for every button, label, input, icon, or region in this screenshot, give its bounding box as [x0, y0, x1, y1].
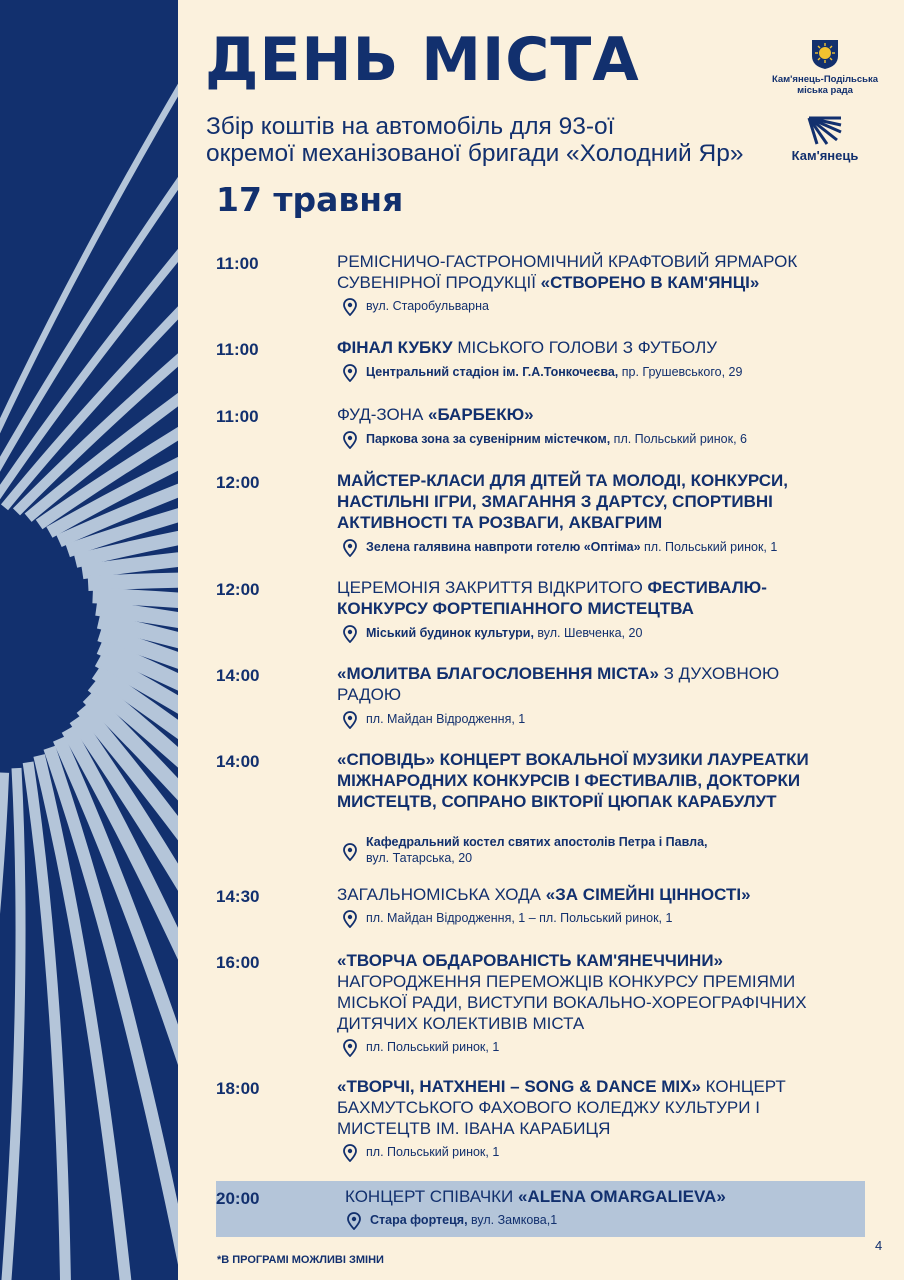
city-brand-logo — [785, 114, 865, 163]
event-title — [337, 251, 837, 293]
event-title — [337, 404, 837, 425]
page-number: 4 — [875, 1238, 883, 1253]
event-title-text: КОНЦЕРТ СПІВАЧКИ — [345, 1187, 518, 1206]
council-name-line-1: Кам'янець-Подільська — [771, 74, 879, 85]
location-address: пл. Польський ринок, 6 — [610, 432, 747, 446]
event-title-text: ФУД-ЗОНА — [337, 405, 429, 424]
location-venue: Стара фортеця, — [370, 1213, 468, 1227]
event-location — [342, 1144, 499, 1160]
event-title-bold: «БАРБЕКЮ» — [428, 405, 534, 424]
event-title-text: РЕМІСНИЧО-ГАСТРОНОМІЧНИЙ КРАФТОВИЙ ЯРМАРОК СУВЕНІРНОЇ ПРОДУКЦІЇ — [337, 252, 798, 292]
event-time: 16:00 — [216, 953, 260, 972]
event-title-text: З ДУХОВНОЮ РАДОЮ — [337, 664, 780, 704]
event-time: 14:00 — [216, 752, 260, 771]
location-address: пл. Майдан Відродження, 1 – пл. Польський ринок, 1 — [366, 911, 673, 925]
event-time: 20:00 — [216, 1189, 260, 1208]
event-title-bold: «ALENA OMARGALIEVA» — [518, 1187, 726, 1206]
location-venue: Паркова зона за сувенірним містечком, — [366, 432, 611, 446]
event-title-bold: «СПОВІДЬ» КОНЦЕРТ ВОКАЛЬНОЇ МУЗИКИ ЛАУРЕАТКИ МІЖНАРОДНИХ КОНКУРСІВ І ФЕСТИВАЛІВ, ДОКТОРКИ МИСТЕЦТВ, СОПРАНО ВІКТОРІЇ ЦЮПАК КАРАБУЛУТ — [337, 750, 809, 811]
location-pin-icon — [342, 431, 358, 449]
event-title-bold: ФЕСТИВАЛЮ-КОНКУРСУ ФОРТЕПІАННОГО МИСТЕЦТВА — [337, 578, 767, 618]
location-address: вул. Шевченка, 20 — [533, 626, 643, 640]
city-name: Кам'янець — [791, 148, 859, 163]
location-pin-icon — [342, 1144, 358, 1162]
location-pin-icon — [342, 843, 358, 861]
location-pin-icon — [346, 1212, 362, 1230]
event-title-bold: «ТВОРЧА ОБДАРОВАНІСТЬ КАМ'ЯНЕЧЧИНИ» — [337, 951, 724, 970]
event-time: 14:00 — [216, 666, 260, 685]
event-time: 11:00 — [216, 407, 259, 426]
event-location — [342, 711, 525, 727]
location-address: пл. Польський ринок, 1 — [366, 1040, 500, 1054]
event-location — [342, 298, 489, 314]
page-title: ДЕНЬ МІСТА — [205, 25, 640, 95]
event-time: 12:00 — [216, 473, 260, 492]
event-time: 11:00 — [216, 254, 259, 273]
location-address: пл. Майдан Відродження, 1 — [366, 712, 526, 726]
event-title — [337, 337, 837, 358]
event-time: 11:00 — [216, 340, 259, 359]
event-title-bold: «СТВОРЕНО В КАМ'ЯНЦІ» — [540, 273, 760, 292]
crest-icon — [810, 38, 840, 70]
event-title — [337, 950, 837, 1034]
event-title-bold: «ЗА СІМЕЙНІ ЦІННОСТІ» — [545, 885, 751, 904]
event-title-text: ЦЕРЕМОНІЯ ЗАКРИТТЯ ВІДКРИТОГО — [337, 578, 648, 597]
location-pin-icon — [342, 298, 358, 316]
location-pin-icon — [342, 625, 358, 643]
location-pin-icon — [342, 910, 358, 928]
event-location — [342, 625, 642, 641]
event-title-bold: МАЙСТЕР-КЛАСИ ДЛЯ ДІТЕЙ ТА МОЛОДІ, КОНКУРСИ, НАСТІЛЬНІ ІГРИ, ЗМАГАННЯ З ДАРТСУ, СПОРТИВНІ АКТИВНОСТІ ТА РОЗВАГИ, АКВАГРИМ — [337, 471, 788, 532]
page-subtitle — [206, 113, 766, 167]
event-time: 14:30 — [216, 887, 260, 906]
event-title-text: ЗАГАЛЬНОМІСЬКА ХОДА — [337, 885, 546, 904]
event-title — [337, 470, 837, 533]
event-title-text: КОНЦЕРТ БАХМУТСЬКОГО ФАХОВОГО КОЛЕДЖУ КУЛЬТУРИ І МИСТЕЦТВ ІМ. ІВАНА КАРАБИЦЯ — [337, 1077, 786, 1138]
event-title — [337, 884, 837, 905]
location-pin-icon — [342, 539, 358, 557]
location-venue: Зелена галявина навпроти готелю «Оптіма» — [366, 540, 641, 554]
event-time: 18:00 — [216, 1079, 260, 1098]
subtitle-line-2: окремої механізованої бригади «Холодний Яр» — [206, 140, 744, 167]
subtitle-line-1: Збір коштів на автомобіль для 93-ої — [206, 113, 615, 140]
event-title-bold: «МОЛИТВА БЛАГОСЛОВЕННЯ МІСТА» — [337, 664, 659, 683]
location-address: пр. Грушевського, 29 — [618, 365, 743, 379]
location-address: вул. Старобульварна — [366, 299, 489, 313]
event-location — [342, 539, 777, 555]
location-venue: Міський будинок культури, — [366, 626, 534, 640]
event-date: 17 травня — [216, 180, 404, 219]
event-location — [342, 364, 742, 380]
city-council-logo — [770, 38, 880, 96]
event-title — [345, 1186, 845, 1207]
sunburst-decoration — [0, 0, 178, 1280]
location-venue: Центральний стадіон ім. Г.А.Тонкочеєва, — [366, 365, 619, 379]
location-venue: Кафедральний костел святих апостолів Петра і Павла, — [366, 835, 708, 849]
location-pin-icon — [342, 364, 358, 382]
location-address: вул. Татарська, 20 — [366, 851, 473, 865]
event-location — [342, 431, 747, 447]
event-title-bold: ФІНАЛ КУБКУ — [337, 338, 453, 357]
event-title-bold: «ТВОРЧІ, НАТХНЕНІ – SONG & DANCE MIX» — [337, 1077, 701, 1096]
location-address: пл. Польський ринок, 1 — [640, 540, 778, 554]
location-address: пл. Польський ринок, 1 — [366, 1145, 500, 1159]
event-location — [342, 910, 672, 926]
event-title — [337, 577, 837, 619]
event-location — [342, 834, 802, 866]
event-location — [342, 1039, 499, 1055]
location-pin-icon — [342, 1039, 358, 1057]
location-address: вул. Замкова,1 — [467, 1213, 558, 1227]
event-title — [337, 663, 837, 705]
location-pin-icon — [342, 711, 358, 729]
event-time: 12:00 — [216, 580, 260, 599]
event-location — [346, 1212, 557, 1228]
council-name-line-2: міська рада — [797, 85, 853, 96]
sun-rays-icon — [807, 114, 843, 146]
event-title — [337, 749, 837, 812]
event-title-text: НАГОРОДЖЕННЯ ПЕРЕМОЖЦІВ КОНКУРСУ ПРЕМІЯМИ МІСЬКОЇ РАДИ, ВИСТУПИ ВОКАЛЬНО-ХОРЕОГРАФІЧНИХ ДИТЯЧИХ КОЛЕКТИВІВ МІСТА — [337, 972, 807, 1033]
event-title-text: МІСЬКОГО ГОЛОВИ З ФУТБОЛУ — [452, 338, 718, 357]
changes-note: *В ПРОГРАМІ МОЖЛИВІ ЗМІНИ — [217, 1254, 384, 1266]
event-title — [337, 1076, 837, 1139]
